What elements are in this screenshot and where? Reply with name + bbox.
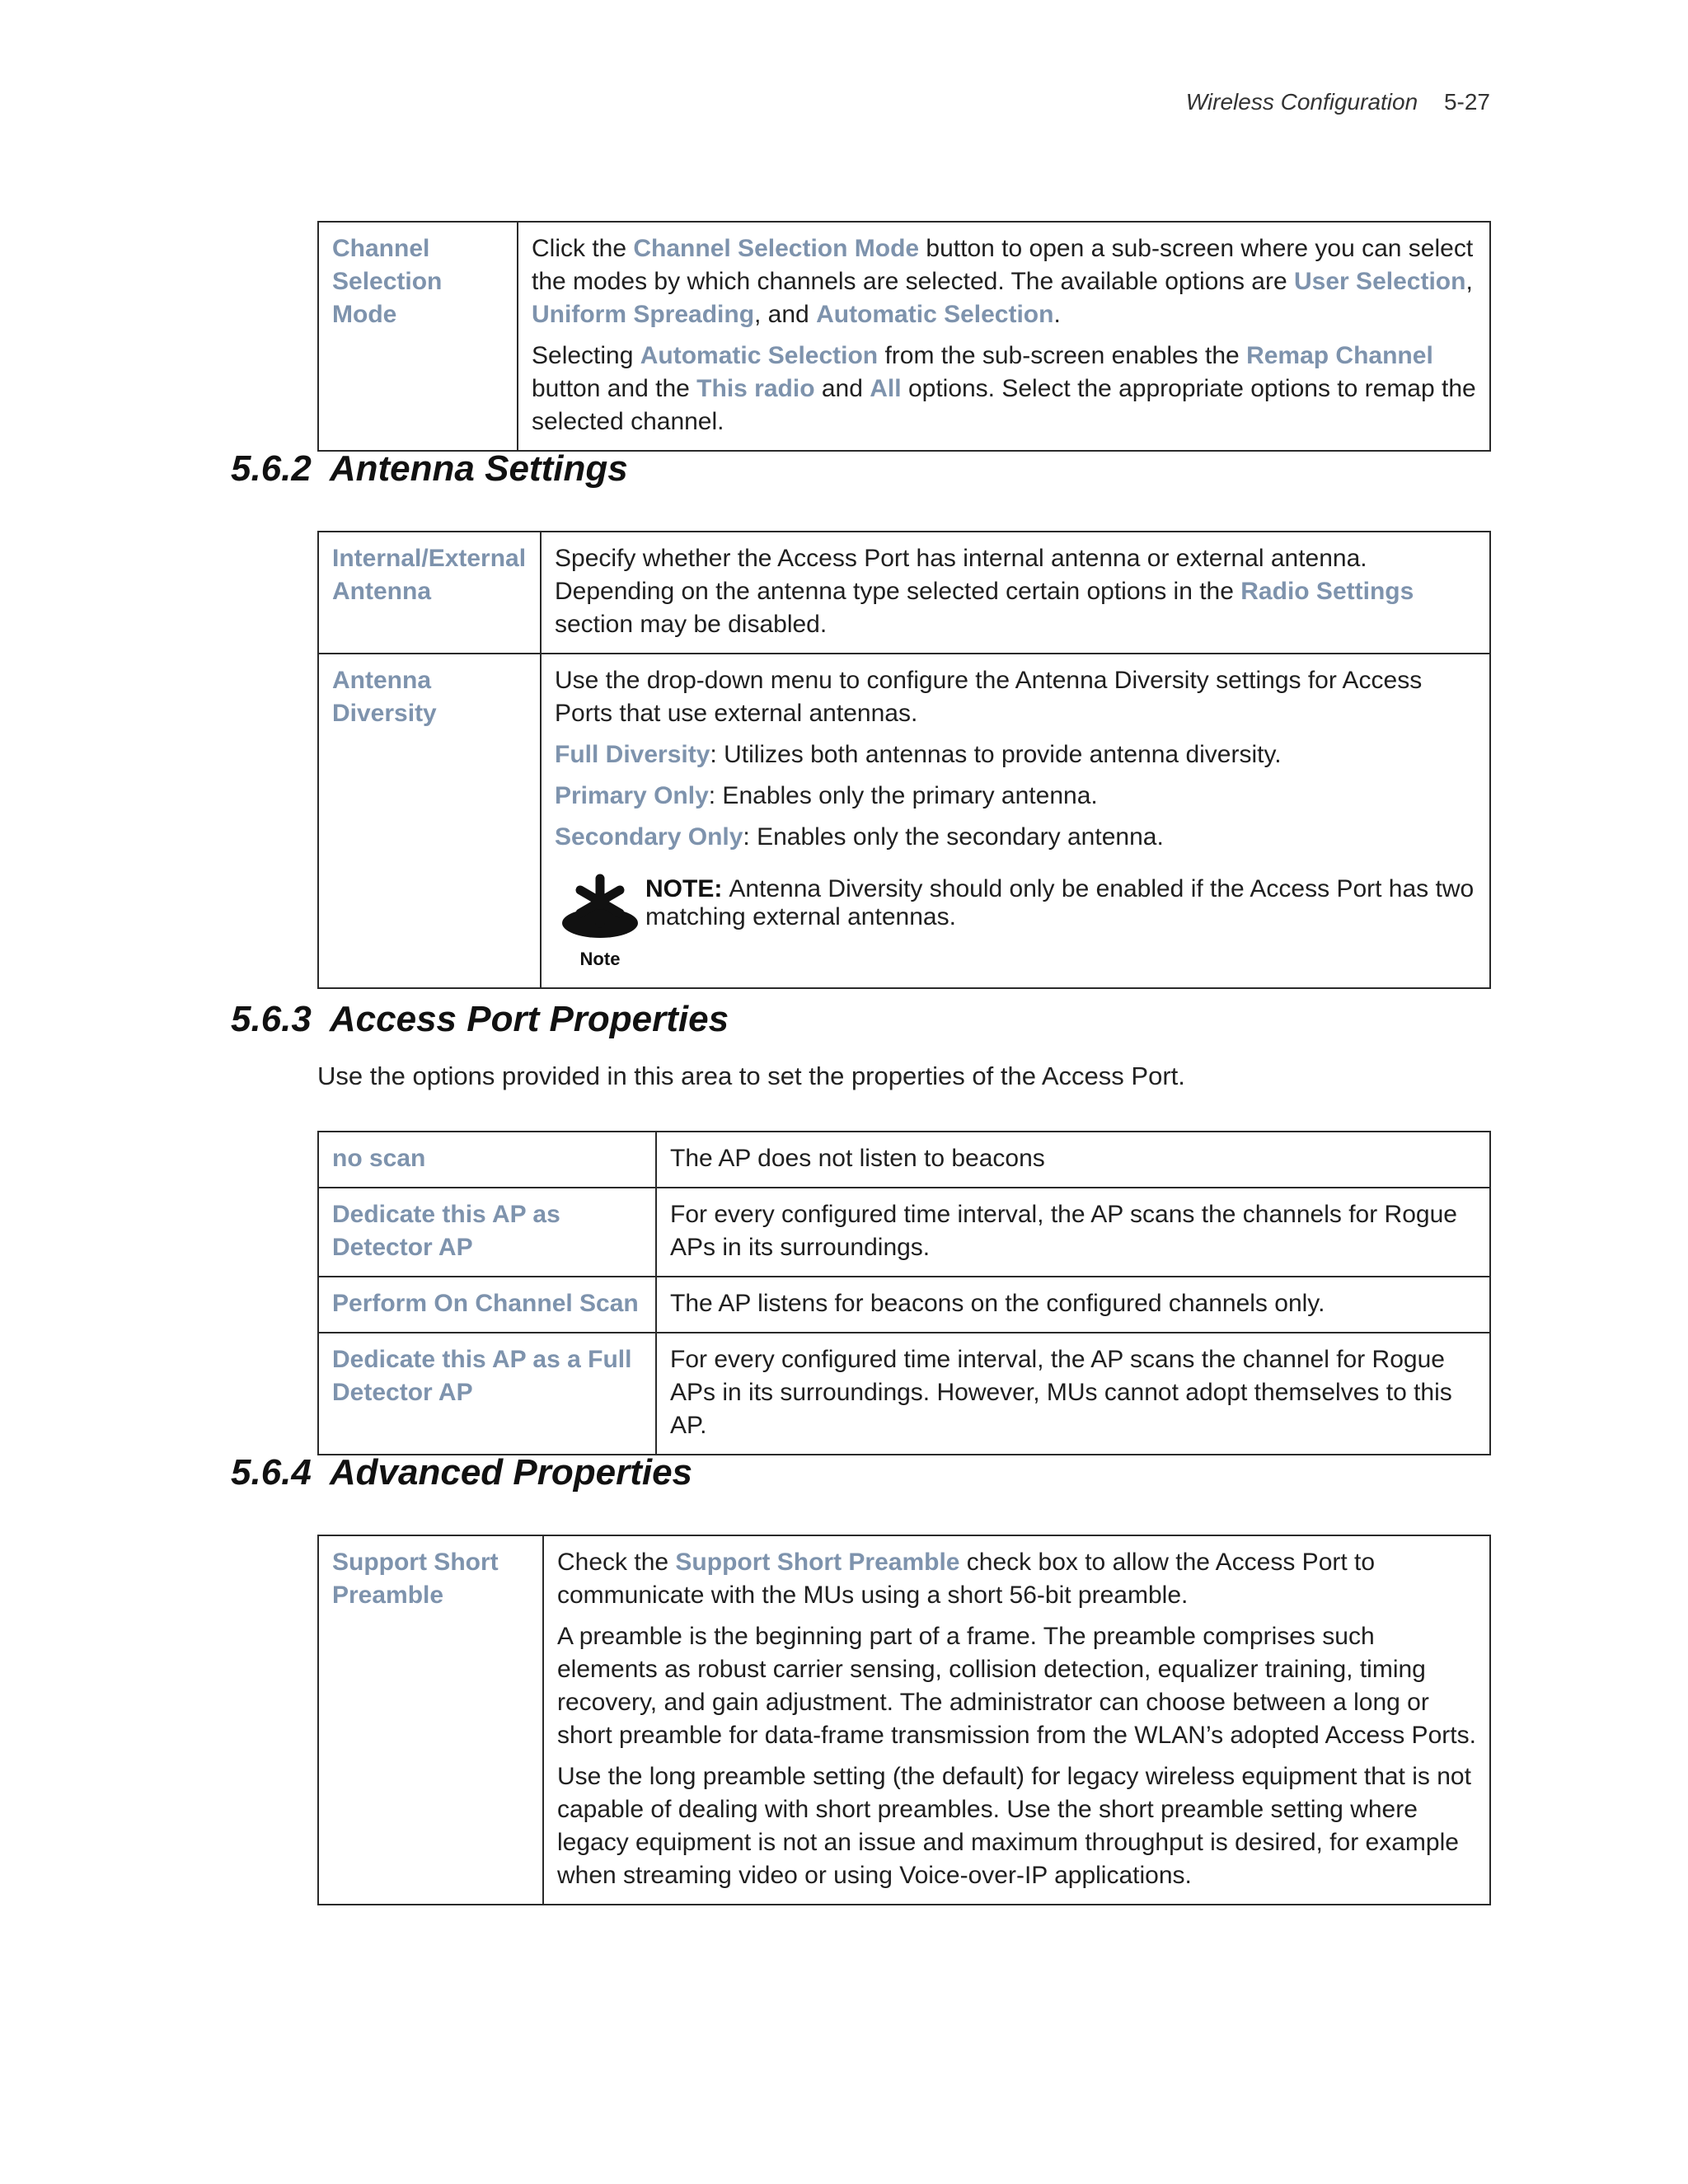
- description-cell: [518, 222, 1490, 451]
- ui-term-highlight: User Selection: [1294, 268, 1466, 295]
- header-page-number: 5-27: [1443, 89, 1490, 115]
- description-paragraph: Click the Channel Selection Mode button to open a sub-screen where you can select the modes by which channels are selected. The available options are User Selection, Uniform Spreading, and Automatic Selection.: [532, 235, 1474, 328]
- section-heading-access-port-properties: [231, 999, 729, 1040]
- antenna-settings-table: [317, 531, 1491, 989]
- table-row: [318, 1333, 1490, 1455]
- description-paragraph: Full Diversity: Utilizes both antennas to provide antenna diversity.: [555, 741, 1282, 768]
- access-port-properties-table: [317, 1131, 1491, 1455]
- term-perform-on-channel-scan: Perform On Channel Scan: [318, 1277, 656, 1333]
- description-cell: [543, 1535, 1490, 1905]
- description-paragraph: Specify whether the Access Port has internal antenna or external antenna. Depending on the antenna type selected certain options in the Radio Settings section may be disabled.: [555, 545, 1414, 638]
- section-number: 5.6.3: [231, 999, 312, 1039]
- description-cell: [541, 654, 1490, 988]
- advanced-properties-table: [317, 1535, 1491, 1905]
- term-support-short-preamble: Support Short Preamble: [318, 1535, 543, 1905]
- description-paragraph: Secondary Only: Enables only the secondary antenna.: [555, 823, 1164, 851]
- section-heading-advanced-properties: [231, 1452, 692, 1493]
- ui-term-highlight: Full Diversity: [555, 741, 710, 768]
- description-cell: The AP does not listen to beacons: [656, 1132, 1490, 1188]
- ui-term-highlight: Automatic Selection: [640, 342, 879, 369]
- table-row: [318, 1188, 1490, 1277]
- term-internal-external-antenna: Internal/External Antenna: [318, 532, 541, 654]
- term-dedicate-full-detector-ap: Dedicate this AP as a Full Detector AP: [318, 1333, 656, 1455]
- description-cell: For every configured time interval, the AP scans the channel for Rogue APs in its surroundings. However, MUs cannot adopt themselves to this AP.: [656, 1333, 1490, 1455]
- section-number: 5.6.2: [231, 448, 312, 489]
- table-row: [318, 1277, 1490, 1333]
- table-row: [318, 532, 1490, 654]
- channel-selection-table: [317, 221, 1491, 452]
- ui-term-highlight: Automatic Selection: [816, 301, 1054, 328]
- term-dedicate-detector-ap: Dedicate this AP as Detector AP: [318, 1188, 656, 1277]
- header-title: Wireless Configuration: [1185, 89, 1418, 115]
- description-paragraph: Check the Support Short Preamble check box to allow the Access Port to communicate with the MUs using a short 56-bit preamble.: [557, 1549, 1376, 1609]
- ui-term-highlight: Primary Only: [555, 782, 709, 809]
- term-no-scan: no scan: [318, 1132, 656, 1188]
- term-channel-selection-mode: Channel Selection Mode: [318, 222, 518, 451]
- ui-term-highlight: Secondary Only: [555, 823, 743, 851]
- section-title: Antenna Settings: [329, 448, 628, 489]
- note-caption: Note: [579, 949, 621, 969]
- description-paragraph: Selecting Automatic Selection from the sub-screen enables the Remap Channel button and the This radio and All options. Select the appropriate options to remap the selected channel.: [532, 342, 1476, 435]
- term-antenna-diversity: Antenna Diversity: [318, 654, 541, 988]
- ui-term-highlight: Remap Channel: [1246, 342, 1433, 369]
- description-cell: For every configured time interval, the AP scans the channels for Rogue APs in its surroundings.: [656, 1188, 1490, 1277]
- ui-term-highlight: Radio Settings: [1240, 578, 1414, 605]
- section-title: Advanced Properties: [329, 1452, 693, 1493]
- table-row: [318, 1535, 1490, 1905]
- ui-term-highlight: All: [870, 375, 902, 402]
- description-paragraph: Primary Only: Enables only the primary antenna.: [555, 782, 1098, 809]
- table-row: [318, 222, 1490, 451]
- description-paragraph: A preamble is the beginning part of a frame. The preamble comprises such elements as robust carrier sensing, collision detection, equalizer training, timing recovery, and gain adjustment. The administrator can choose between a long or short preamble for data-frame transmission from the WLAN’s adopted Access Ports.: [557, 1623, 1476, 1749]
- section-number: 5.6.4: [231, 1452, 312, 1493]
- note-icon: [555, 872, 645, 976]
- description-paragraph: Use the drop-down menu to configure the Antenna Diversity settings for Access Ports that use external antennas.: [555, 667, 1423, 727]
- note-callout: [555, 872, 1476, 976]
- ui-term-highlight: Support Short Preamble: [675, 1549, 960, 1576]
- description-paragraph: Use the long preamble setting (the default) for legacy wireless equipment that is not capable of dealing with short preambles. Use the short preamble setting where legacy equipment is not an issue and maximum throughput is desired, for example when streaming video or using Voice-over-IP applications.: [557, 1763, 1471, 1889]
- section-intro: Use the options provided in this area to set the properties of the Access Port.: [317, 1062, 1185, 1090]
- description-cell: [541, 532, 1490, 654]
- table-row: [318, 654, 1490, 988]
- section-title: Access Port Properties: [329, 999, 729, 1039]
- running-header: [1186, 89, 1490, 115]
- note-body: Antenna Diversity should only be enabled if the Access Port has two matching external antennas.: [645, 875, 1475, 930]
- ui-term-highlight: This radio: [696, 375, 815, 402]
- description-cell: The AP listens for beacons on the configured channels only.: [656, 1277, 1490, 1333]
- ui-term-highlight: Channel Selection Mode: [633, 235, 920, 262]
- note-label: NOTE:: [645, 875, 723, 902]
- asterisk-note-icon: [557, 872, 643, 941]
- section-heading-antenna-settings: [231, 448, 628, 490]
- table-row: [318, 1132, 1490, 1188]
- note-text: [645, 872, 1476, 931]
- ui-term-highlight: Uniform Spreading: [532, 301, 755, 328]
